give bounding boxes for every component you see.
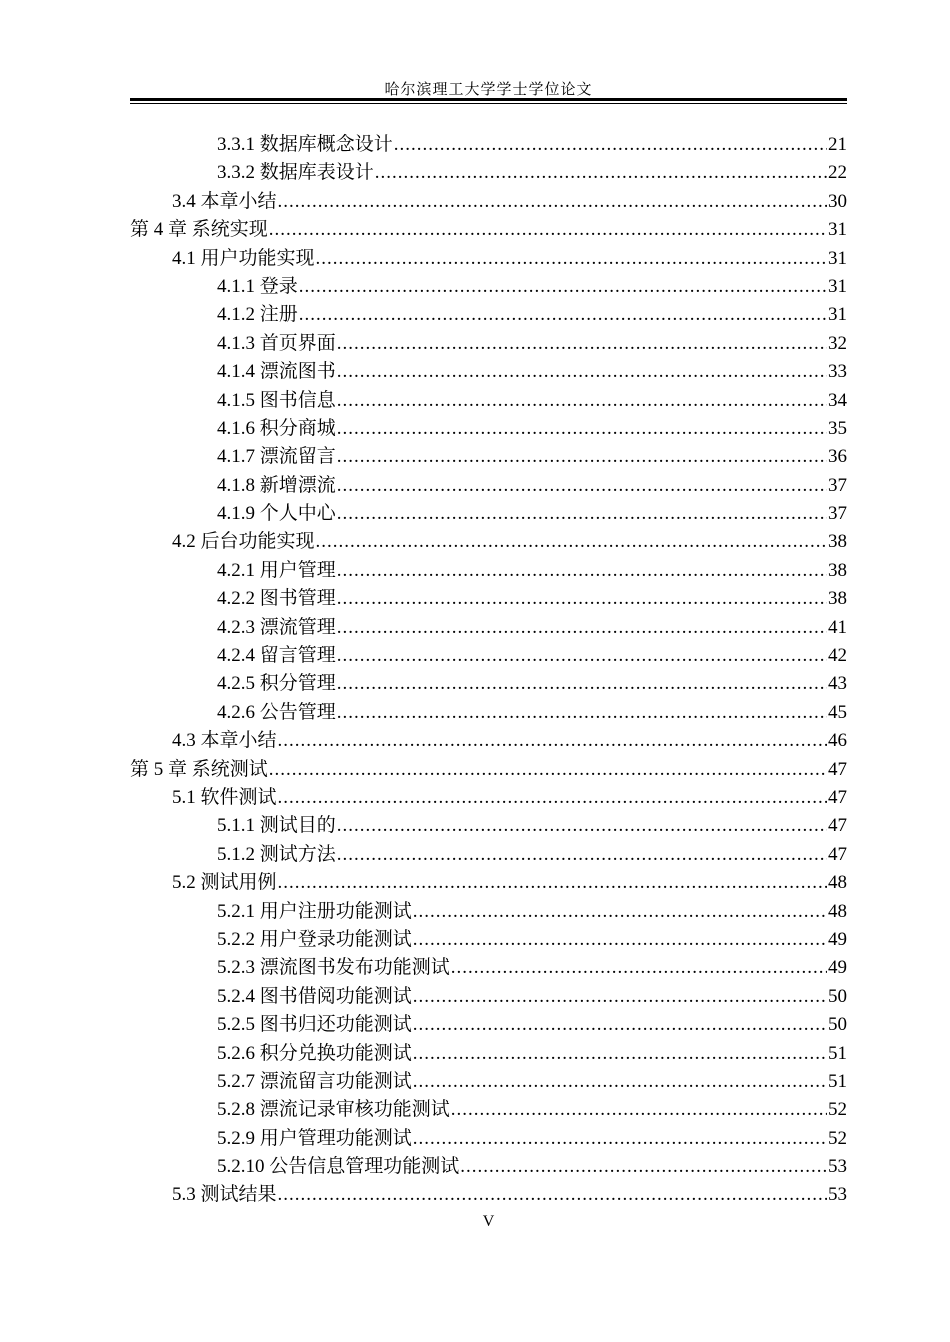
toc-entry-label: 4.1.9 个人中心 (217, 503, 336, 525)
toc-entry-label: 4.1.5 图书信息 (217, 389, 336, 411)
toc-entry[interactable] (130, 614, 847, 642)
toc-leader-dots (337, 330, 827, 358)
toc-leader-dots (278, 784, 827, 812)
toc-entry-label: 4.2 后台功能实现 (172, 531, 315, 553)
toc-entry[interactable] (130, 528, 847, 556)
toc-entry[interactable] (130, 188, 847, 216)
toc-entry-page: 38 (828, 588, 847, 610)
toc-entry-page: 51 (828, 1070, 847, 1092)
toc-entry[interactable] (130, 756, 847, 784)
toc-entry[interactable] (130, 1125, 847, 1153)
toc-leader-dots (337, 415, 827, 443)
toc-entry-page: 31 (828, 247, 847, 269)
toc-entry-label: 第 4 章 系统实现 (130, 219, 268, 241)
toc-entry-label: 4.1.4 漂流图书 (217, 361, 336, 383)
toc-entry-page: 31 (828, 304, 847, 326)
toc-entry-page: 37 (828, 474, 847, 496)
toc-entry-page: 48 (828, 872, 847, 894)
toc-entry[interactable] (130, 983, 847, 1011)
toc-entry-page: 37 (828, 503, 847, 525)
toc-entry-label: 4.2.2 图书管理 (217, 588, 336, 610)
toc-entry-page: 42 (828, 645, 847, 667)
toc-entry-page: 30 (828, 190, 847, 212)
toc-leader-dots (413, 898, 827, 926)
toc-leader-dots (269, 216, 827, 244)
toc-entry[interactable] (130, 500, 847, 528)
toc-entry-label: 4.1.6 积分商城 (217, 417, 336, 439)
toc-leader-dots (337, 614, 827, 642)
toc-entry-page: 49 (828, 957, 847, 979)
toc-entry[interactable] (130, 954, 847, 982)
toc-leader-dots (337, 557, 827, 585)
toc-leader-dots (299, 273, 827, 301)
toc-entry[interactable] (130, 1068, 847, 1096)
toc-entry-label: 5.2.10 公告信息管理功能测试 (217, 1156, 460, 1178)
toc-entry-label: 5.2.3 漂流图书发布功能测试 (217, 957, 450, 979)
toc-entry[interactable] (130, 699, 847, 727)
toc-entry-page: 52 (828, 1127, 847, 1149)
toc-leader-dots (413, 1011, 827, 1039)
toc-entry[interactable] (130, 869, 847, 897)
toc-leader-dots (269, 756, 827, 784)
toc-entry-label: 5.2.5 图书归还功能测试 (217, 1014, 412, 1036)
toc-entry[interactable] (130, 670, 847, 698)
page-number: V (482, 1213, 495, 1230)
toc-entry-label: 5.2.2 用户登录功能测试 (217, 928, 412, 950)
toc-entry[interactable] (130, 216, 847, 244)
toc-entry-page: 52 (828, 1099, 847, 1121)
toc-entry-label: 4.1.1 登录 (217, 275, 298, 297)
toc-entry-page: 31 (828, 275, 847, 297)
toc-entry-label: 5.2.9 用户管理功能测试 (217, 1127, 412, 1149)
toc-entry[interactable] (130, 415, 847, 443)
toc-entry-label: 4.2.4 留言管理 (217, 645, 336, 667)
toc-entry-label: 5.2.4 图书借阅功能测试 (217, 985, 412, 1007)
toc-leader-dots (337, 387, 827, 415)
toc-entry-page: 41 (828, 616, 847, 638)
toc-leader-dots (375, 159, 827, 187)
toc-leader-dots (413, 926, 827, 954)
toc-entry-label: 4.1 用户功能实现 (172, 247, 315, 269)
toc-entry-page: 47 (828, 786, 847, 808)
toc-entry-label: 5.2.8 漂流记录审核功能测试 (217, 1099, 450, 1121)
toc-leader-dots (413, 983, 827, 1011)
toc-entry[interactable] (130, 301, 847, 329)
toc-entry-label: 3.3.1 数据库概念设计 (217, 134, 393, 155)
table-of-contents (130, 131, 847, 1210)
toc-leader-dots (337, 812, 827, 840)
toc-entry-label: 5.2.7 漂流留言功能测试 (217, 1070, 412, 1092)
toc-leader-dots (278, 1181, 827, 1209)
toc-leader-dots (413, 1068, 827, 1096)
toc-entry-page: 22 (828, 162, 847, 184)
toc-entry[interactable] (130, 585, 847, 613)
toc-leader-dots (337, 500, 827, 528)
toc-entry[interactable] (130, 557, 847, 585)
toc-entry-page: 34 (828, 389, 847, 411)
toc-leader-dots (337, 642, 827, 670)
toc-leader-dots (394, 131, 827, 159)
toc-entry[interactable] (130, 1011, 847, 1039)
toc-entry-label: 3.4 本章小结 (172, 190, 277, 212)
toc-leader-dots (413, 1125, 827, 1153)
toc-entry[interactable] (130, 841, 847, 869)
toc-entry[interactable] (130, 330, 847, 358)
toc-entry-label: 5.1 软件测试 (172, 786, 277, 808)
toc-entry-label: 4.2.3 漂流管理 (217, 616, 336, 638)
toc-entry-page: 49 (828, 928, 847, 950)
toc-entry-label: 5.1.1 测试目的 (217, 815, 336, 837)
page-header-title: 哈尔滨理工大学学士学位论文 (384, 82, 593, 98)
toc-entry-label: 5.2.1 用户注册功能测试 (217, 900, 412, 922)
toc-entry[interactable] (130, 358, 847, 386)
toc-entry[interactable] (130, 1153, 847, 1181)
toc-entry-label: 4.1.2 注册 (217, 304, 298, 326)
toc-entry-page: 47 (828, 758, 847, 780)
toc-leader-dots (413, 1040, 827, 1068)
toc-entry-page: 21 (828, 134, 847, 155)
toc-entry-label: 5.2 测试用例 (172, 872, 277, 894)
toc-entry[interactable] (130, 245, 847, 273)
toc-entry[interactable] (130, 926, 847, 954)
toc-leader-dots (278, 727, 827, 755)
toc-entry-page: 47 (828, 815, 847, 837)
toc-entry[interactable] (130, 642, 847, 670)
toc-leader-dots (337, 670, 827, 698)
toc-entry-page: 43 (828, 673, 847, 695)
toc-entry-label: 5.3 测试结果 (172, 1184, 277, 1206)
toc-entry-label: 4.1.8 新增漂流 (217, 474, 336, 496)
toc-entry[interactable] (130, 727, 847, 755)
toc-entry-label: 4.3 本章小结 (172, 730, 277, 752)
toc-entry-page: 46 (828, 730, 847, 752)
toc-entry[interactable] (130, 131, 847, 159)
toc-leader-dots (337, 699, 827, 727)
toc-entry-page: 50 (828, 1014, 847, 1036)
toc-entry[interactable] (130, 273, 847, 301)
toc-leader-dots (278, 188, 827, 216)
toc-entry-page: 47 (828, 843, 847, 865)
toc-entry-label: 4.2.1 用户管理 (217, 559, 336, 581)
toc-entry-page: 51 (828, 1042, 847, 1064)
toc-entry[interactable] (130, 1181, 847, 1209)
toc-leader-dots (337, 358, 827, 386)
toc-leader-dots (278, 869, 827, 897)
toc-entry-label: 4.2.5 积分管理 (217, 673, 336, 695)
toc-entry[interactable] (130, 1040, 847, 1068)
toc-entry-page: 50 (828, 985, 847, 1007)
toc-entry-label: 第 5 章 系统测试 (130, 758, 268, 780)
toc-entry-page: 31 (828, 219, 847, 241)
header-rule-thin (130, 103, 847, 104)
toc-entry[interactable] (130, 159, 847, 187)
toc-leader-dots (337, 472, 827, 500)
toc-entry-label: 3.3.2 数据库表设计 (217, 162, 374, 184)
toc-entry[interactable] (130, 898, 847, 926)
toc-entry[interactable] (130, 443, 847, 471)
toc-entry[interactable] (130, 784, 847, 812)
toc-leader-dots (451, 1096, 827, 1124)
toc-entry[interactable] (130, 812, 847, 840)
header-rule-thick (130, 98, 847, 101)
toc-entry[interactable] (130, 472, 847, 500)
toc-entry-label: 4.1.3 首页界面 (217, 332, 336, 354)
toc-leader-dots (451, 954, 827, 982)
toc-leader-dots (337, 841, 827, 869)
toc-entry-label: 4.2.6 公告管理 (217, 701, 336, 723)
toc-entry-page: 45 (828, 701, 847, 723)
toc-leader-dots (316, 528, 827, 556)
toc-entry-page: 35 (828, 417, 847, 439)
toc-leader-dots (337, 585, 827, 613)
toc-entry-label: 4.1.7 漂流留言 (217, 446, 336, 468)
toc-entry-page: 53 (828, 1156, 847, 1178)
toc-entry-label: 5.1.2 测试方法 (217, 843, 336, 865)
toc-leader-dots (337, 443, 827, 471)
toc-entry-page: 38 (828, 559, 847, 581)
toc-entry-page: 38 (828, 531, 847, 553)
toc-entry[interactable] (130, 387, 847, 415)
toc-leader-dots (299, 301, 827, 329)
toc-entry-page: 33 (828, 361, 847, 383)
toc-entry-page: 32 (828, 332, 847, 354)
toc-leader-dots (460, 1153, 827, 1181)
toc-entry-label: 5.2.6 积分兑换功能测试 (217, 1042, 412, 1064)
toc-entry-page: 48 (828, 900, 847, 922)
toc-entry-page: 53 (828, 1184, 847, 1206)
toc-entry-page: 36 (828, 446, 847, 468)
toc-entry[interactable] (130, 1096, 847, 1124)
toc-leader-dots (316, 245, 827, 273)
